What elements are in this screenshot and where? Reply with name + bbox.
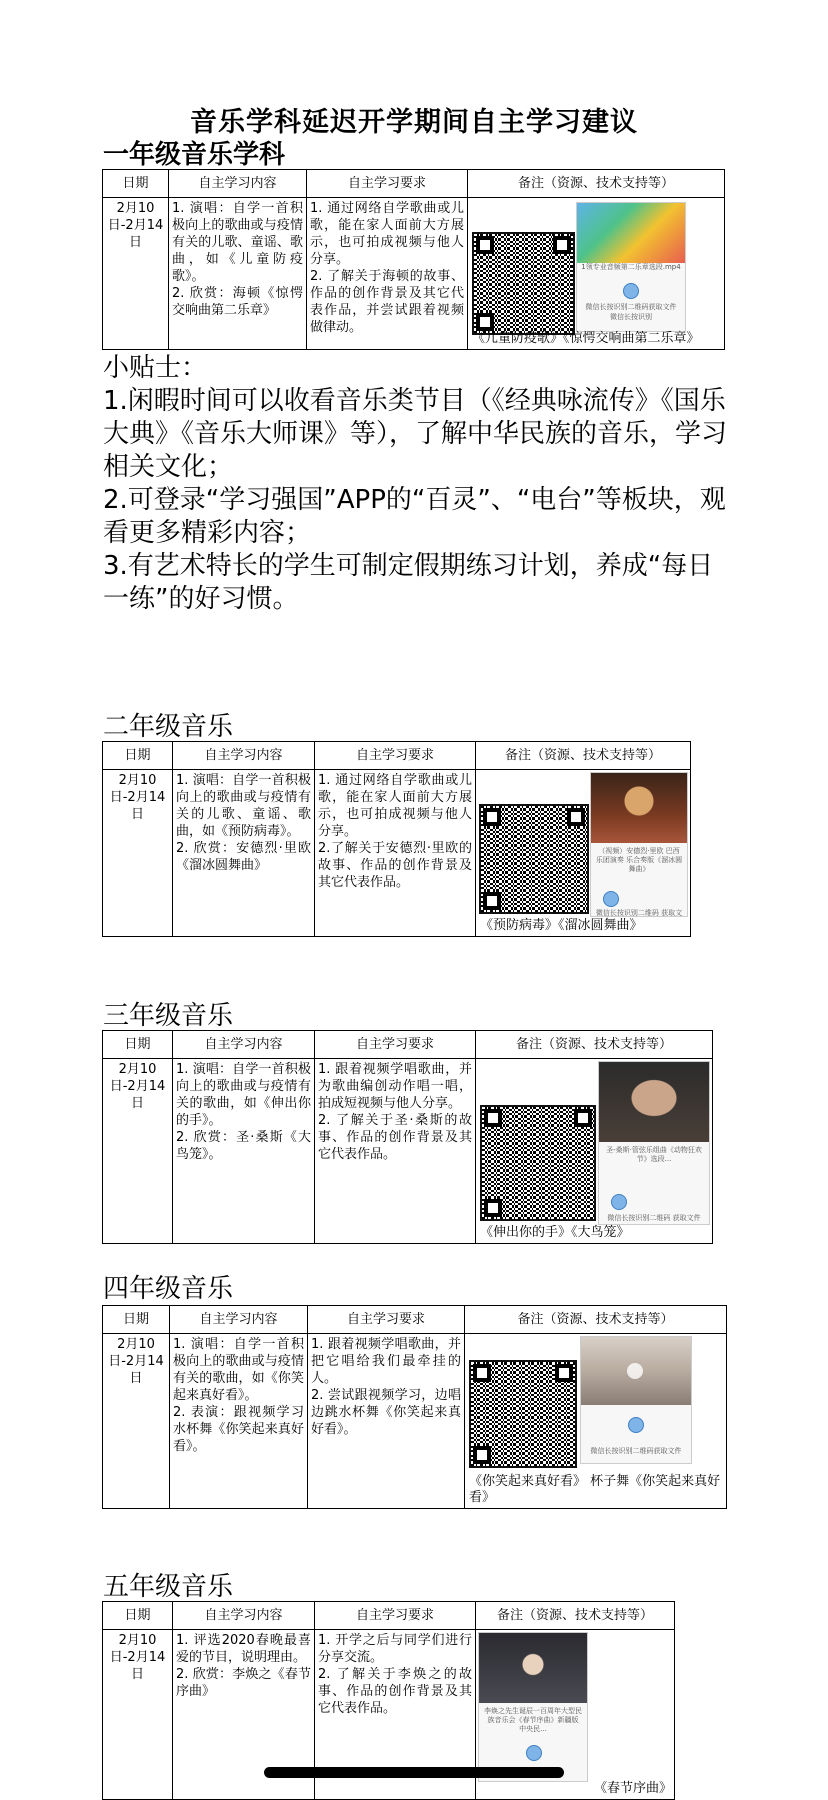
content-item: 2. 欣赏：圣·桑斯《大鸟笼》。 [176, 1130, 311, 1162]
thumbnail-text: 微信长按识别二维码获取文件 [590, 1447, 682, 1455]
qr-code-icon[interactable] [472, 232, 575, 335]
content-item: 1. 演唱：自学一首积极向上的歌曲或与疫情有关的儿歌、童谣、歌曲，如《儿童防疫歌》。 [172, 201, 303, 284]
thumbnail-text: 微信长按识别 [610, 313, 652, 321]
requirements-cell [315, 1059, 476, 1244]
header-date: 日期 [103, 1031, 173, 1059]
table-row [103, 198, 725, 350]
content-item: 2. 欣赏：李焕之《春节序曲》 [176, 1667, 311, 1699]
notes-cell [468, 198, 725, 350]
header-date: 日期 [103, 1602, 173, 1630]
table-header-row [103, 1306, 727, 1334]
wechat-logo-icon [526, 1745, 542, 1761]
table-row [103, 1059, 713, 1244]
video-thumbnail[interactable] [576, 202, 686, 332]
requirement-item: 1. 跟着视频学唱歌曲，并把它唱给我们最牵挂的人。 [311, 1337, 461, 1386]
date-cell: 2月10日-2月14日 [103, 1334, 170, 1509]
content-cell [169, 198, 307, 350]
header-date: 日期 [103, 170, 169, 198]
content-item: 1. 评选2020春晚最喜爱的节目，说明理由。 [176, 1633, 311, 1665]
content-item: 1. 演唱：自学一首积极向上的歌曲或与疫情有关的歌曲，如《伸出你的手》。 [176, 1062, 311, 1128]
wechat-logo-icon [603, 891, 619, 907]
header-requirements: 自主学习要求 [315, 1031, 476, 1059]
home-indicator[interactable] [264, 1767, 564, 1778]
wechat-logo-icon [611, 1194, 627, 1210]
header-notes: 备注（资源、技术支持等） [468, 170, 725, 198]
grade3-table [102, 1030, 713, 1244]
notes-cell [476, 1059, 713, 1244]
qr-code-icon[interactable] [480, 1105, 596, 1221]
table-row [103, 1334, 727, 1509]
grade3-heading: 三年级音乐 [103, 1001, 234, 1031]
grade2-heading: 二年级音乐 [103, 712, 234, 742]
play-icon[interactable] [627, 1363, 643, 1379]
header-requirements: 自主学习要求 [315, 1602, 476, 1630]
tips-heading: 小贴士： [103, 353, 208, 383]
header-date: 日期 [103, 1306, 170, 1334]
requirement-item: 2. 了解关于海顿的故事、作品的创作背景及其它代表作品，并尝试跟着视频做律动。 [310, 269, 464, 335]
thumbnail-caption: （视频）安德烈·里欧 巴西乐团演奏 乐合奏版《溜冰圆舞曲》 [595, 847, 683, 873]
note-caption: 《伸出你的手》《大鸟笼》 [480, 1225, 630, 1240]
thumbnail-caption: 李焕之先生诞辰一百周年大型民族音乐会《春节序曲》新疆版 中央民... [484, 1707, 582, 1733]
note-caption: 《春节序曲》 [594, 1781, 673, 1796]
requirement-item: 1. 跟着视频学唱歌曲，并为歌曲编创动作唱一唱，拍成短视频与他人分享。 [318, 1062, 472, 1111]
date-cell: 2月10日-2月14日 [103, 198, 169, 350]
header-content: 自主学习内容 [173, 742, 315, 770]
grade5-heading: 五年级音乐 [103, 1572, 234, 1602]
grade4-table [102, 1305, 727, 1509]
requirement-item: 2. 尝试跟视频学习，边唱边跳水杯舞《你笑起来真好看》。 [311, 1388, 461, 1437]
content-cell [170, 1334, 308, 1509]
requirement-item: 1. 通过网络自学歌曲或儿歌，能在家人面前大方展示，也可拍成视频与他人分享。 [318, 773, 472, 839]
requirements-cell [315, 770, 476, 937]
requirement-item: 1. 开学之后与同学们进行分享交流。 [318, 1633, 472, 1665]
thumbnail-text: 微信长按识别二维码 获取文 [595, 909, 683, 917]
requirement-item: 2. 了解关于圣·桑斯的故事、作品的创作背景及其它代表作品。 [318, 1113, 472, 1162]
table-header-row [103, 170, 725, 198]
table-header-row [103, 1602, 675, 1630]
tip-item: 2.可登录“学习强国”APP的“百灵”、“电台”等板块，观看更多精彩内容； [103, 485, 726, 548]
header-requirements: 自主学习要求 [315, 742, 476, 770]
grade1-heading: 一年级音乐学科 [103, 140, 286, 170]
header-content: 自主学习内容 [173, 1602, 315, 1630]
date-cell: 2月10日-2月14日 [103, 1630, 173, 1800]
video-thumbnail[interactable] [478, 1632, 588, 1782]
thumbnail-caption: 圣-桑斯·管弦乐组曲《动物狂欢节》选段... [606, 1146, 702, 1163]
header-date: 日期 [103, 742, 173, 770]
header-notes: 备注（资源、技术支持等） [465, 1306, 727, 1334]
header-requirements: 自主学习要求 [307, 170, 468, 198]
header-notes: 备注（资源、技术支持等） [476, 1602, 675, 1630]
requirements-cell [307, 198, 468, 350]
notes-cell [465, 1334, 727, 1509]
video-thumbnail[interactable] [580, 1336, 692, 1464]
grade1-table [102, 169, 725, 350]
tip-item: 1.闲暇时间可以收看音乐类节目（《经典咏流传》《国乐大典》《音乐大师课》等），了解中华民族的音乐，学习相关文化； [103, 386, 728, 482]
thumbnail-caption: 1领专业音频第二乐章选段.mp4 [581, 263, 681, 271]
header-content: 自主学习内容 [173, 1031, 315, 1059]
date-cell: 2月10日-2月14日 [103, 1059, 173, 1244]
header-requirements: 自主学习要求 [308, 1306, 465, 1334]
content-cell [173, 770, 315, 937]
table-header-row [103, 742, 691, 770]
tip-item: 3.有艺术特长的学生可制定假期练习计划，养成“每日一练”的好习惯。 [103, 551, 714, 614]
video-thumbnail[interactable] [590, 772, 688, 917]
requirement-item: 2.了解关于安德烈·里欧的故事、作品的创作背景及其它代表作品。 [318, 841, 472, 890]
notes-cell [476, 770, 691, 937]
content-item: 1. 演唱：自学一首积极向上的歌曲或与疫情有关的歌曲，如《你笑起来真好看》。 [173, 1337, 304, 1403]
header-content: 自主学习内容 [169, 170, 307, 198]
requirement-item: 2. 了解关于李焕之的故事、作品的创作背景及其它代表作品。 [318, 1667, 472, 1716]
requirement-item: 1. 通过网络自学歌曲或儿歌，能在家人面前大方展示，也可拍成视频与他人分享。 [310, 201, 464, 267]
content-item: 1. 演唱：自学一首积极向上的歌曲或与疫情有关的儿歌、童谣、歌曲，如《预防病毒》。 [176, 773, 311, 839]
note-caption: 《儿童防疫歌》《惊愕交响曲第二乐章》 [472, 331, 700, 346]
note-caption: 《预防病毒》《溜冰圆舞曲》 [480, 918, 643, 933]
thumbnail-text: 微信长按识别二维码获取文件 [585, 303, 677, 311]
qr-code-icon[interactable] [479, 804, 589, 914]
qr-code-icon[interactable] [469, 1360, 577, 1468]
note-caption: 《你笑起来真好看》 杯子舞《你笑起来真好看》 [469, 1474, 721, 1505]
tips-section [103, 352, 733, 616]
header-notes: 备注（资源、技术支持等） [476, 742, 691, 770]
wechat-logo-icon [628, 1417, 644, 1433]
table-row [103, 770, 691, 937]
content-item: 2. 表演：跟视频学习水杯舞《你笑起来真好看》。 [173, 1405, 304, 1454]
grade4-heading: 四年级音乐 [103, 1274, 234, 1304]
header-notes: 备注（资源、技术支持等） [476, 1031, 713, 1059]
content-cell [173, 1059, 315, 1244]
thumbnail-text: 微信长按识别二维码 获取文件 [607, 1214, 701, 1222]
video-thumbnail[interactable] [598, 1061, 710, 1225]
wechat-logo-icon [623, 283, 639, 299]
page-title: 音乐学科延迟开学期间自主学习建议 [190, 107, 638, 138]
header-content: 自主学习内容 [170, 1306, 308, 1334]
date-cell: 2月10日-2月14日 [103, 770, 173, 937]
requirements-cell [308, 1334, 465, 1509]
content-item: 2. 欣赏：海顿《惊愕交响曲第二乐章》 [172, 286, 303, 318]
grade2-table [102, 741, 691, 937]
content-item: 2. 欣赏：安德烈·里欧《溜冰圆舞曲》 [176, 841, 311, 873]
table-header-row [103, 1031, 713, 1059]
